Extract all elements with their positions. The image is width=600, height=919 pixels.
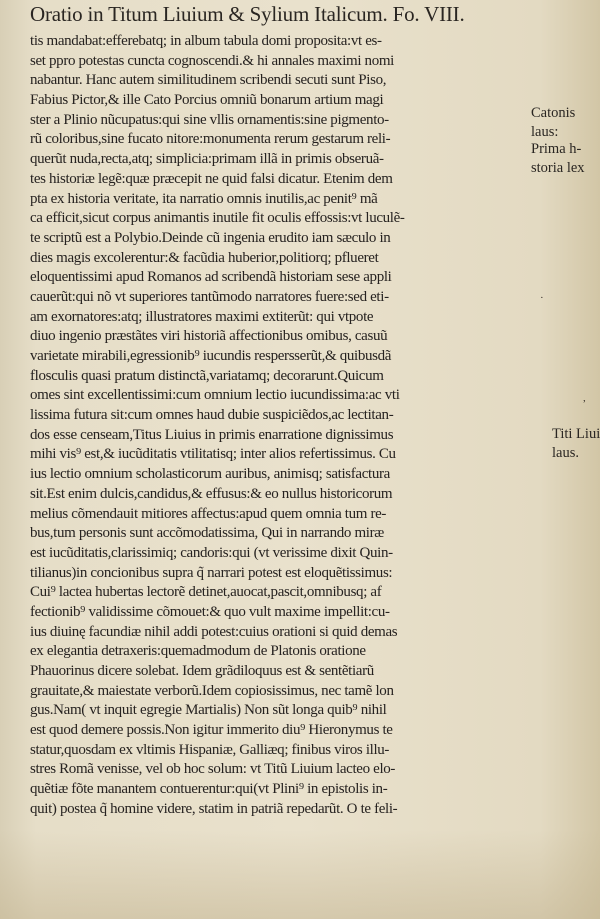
text-line: mihi vis⁹ est,& iucũditatis vtilitatisq; inter alios refertissimus. Cu [30,446,396,463]
margin-note-line: Catonis [531,105,576,121]
text-line: statur,quosdam ex vltimis Hispaniæ, Galliæq; finibus viros illu- [30,741,390,758]
text-line: rũ coloribus,sine fucato nitore:monumenta rerum gestarum reli- [30,131,391,148]
margin-note-line: laus: [531,124,559,140]
text-line: ster a Plinio nũcupatus:qui sine vllis ornamentis:sine pigmento- [30,111,389,128]
margin-note-prima [531,140,585,178]
text-line: te scriptũ est a Polybio.Deinde cũ ingenia erudito iam sæculo in [30,229,391,246]
text-line: lissima futura sit:cum omnes haud dubie suspiciẽdos,ac lectitan- [30,407,394,424]
text-line: varietate mirabili,egressionib⁹ iucundis respersserũt,& quibusdã [30,348,392,364]
margin-note-line: laus. [552,445,579,461]
text-line: ius diuinę facundiæ nihil addi potest:cuius orationi si quid demas [30,623,398,640]
margin-dot-mark: · [540,292,544,304]
margin-note-titi [552,425,600,463]
text-line: tilianus)in concionibus supra q̃ narrari potest est eloquẽtissimus: [30,564,393,581]
text-line: dos esse censeam,Titus Liuius in primis enarratione dignissimus [30,426,394,443]
text-line: nabantur. Hanc autem similitudinem scribendi secuti sunt Piso, [30,72,387,89]
margin-tick-mark: , [583,392,586,404]
text-line: set ppro potestas cuncta cognoscendi.& hi annales maximi nomi [30,52,394,69]
page-stain [0,830,600,919]
text-line: querũt nuda,recta,atq; simplicia:primam illã in primis obseruã- [30,151,384,168]
text-line: flosculis quasi pratum distinctã,variatamq; decorarunt.Quicum [30,367,384,384]
text-line: tis mandabat:efferebatq; in album tabula domi proposita:vt es- [30,33,382,49]
text-line: bus,tum personis sunt accõmodatissima, Qui in narrando miræ [30,525,384,542]
text-block [30,32,522,820]
text-line: grauitate,& maiestate verborũ.Idem copiosissimus, nec tamẽ lon [30,682,394,699]
text-line: fectionib⁹ validissime cõmouet:& quo vult maxime impellit:cu- [30,603,390,620]
text-line: cauerũt:qui nõ vt superiores tantũmodo narratores fuere:sed eti- [30,288,389,305]
text-line: diuo ingenio præstãtes viri historiã affectionibus omibus, casuũ [30,328,388,345]
text-line: tes historiæ legẽ:quæ præcepit ne quid falsi dicatur. Etenim dem [30,170,393,187]
text-line: Fabius Pictor,& ille Cato Porcius omniũ bonarum artium magi [30,92,384,109]
text-line: quẽtiæ fõte manantem contuerentur:qui(vt Plini⁹ in epistolis in- [30,781,388,798]
margin-note-line: Titi Liui [552,426,600,442]
running-header: Oratio in Titum Liuium & Sylium Italicum. Fo. VIII. [30,2,465,26]
text-line: omes sint excellentissimi:cum omnium lectio iucundissima:ac vti [30,387,400,404]
text-line: am exornatores:atq; illustratores maximi extiterũt: qui vtpote [30,308,374,325]
text-line: eloquentissimi apud Romanos ad scribendã historiam sese appli [30,269,392,286]
text-line: ca efficit,sicut corpus animantis inutile fit oculis effossis:vt luculẽ- [30,210,405,227]
text-line: ius lectio omnium scholasticorum auribus, animisq; satisfactura [30,466,390,483]
text-line: ex elegantia detraxeris:quemadmodum de Platonis oratione [30,643,366,660]
text-line: melius cõmendauit mitiores affectus:apud quem omnia tum re- [30,505,387,522]
text-line: pta ex historia veritate, ita narratio omnis inutilis,ac penit⁹ mã [30,190,378,207]
text-line: quit) postea q̃ homine videre, statim in patriã repedarũt. O te feli- [30,800,398,817]
text-line: Phauorinus dicere solebat. Idem grãdiloquus est & sentẽtiarũ [30,663,374,679]
margin-note-line: storia lex [531,160,585,176]
text-line: sit.Est enim dulcis,candidus,& effusus:& eo nullus historicorum [30,485,393,502]
text-line: est iucũditatis,clarissimiq; candoris:qui (vt verissime dixit Quin- [30,544,393,561]
margin-note-catonis [531,104,575,142]
text-line: stres Romã venisse, vel ob hoc solum: vt Titũ Liuium lacteo elo- [30,761,396,778]
text-line: est quod demere possis.Non igitur immerito diu⁹ Hieronymus te [30,722,393,739]
text-line: gus.Nam( vt inquit egregie Martialis) Non sũt longa quib⁹ nihil [30,702,387,719]
margin-note-line: Prima h- [531,141,582,157]
text-line: dies magis excolerentur:& facũdia huberior,politiorq; pflueret [30,249,379,266]
text-line: Cui⁹ lactea hubertas lectorẽ detinet,auocat,pascit,omnibusq; af [30,584,382,601]
